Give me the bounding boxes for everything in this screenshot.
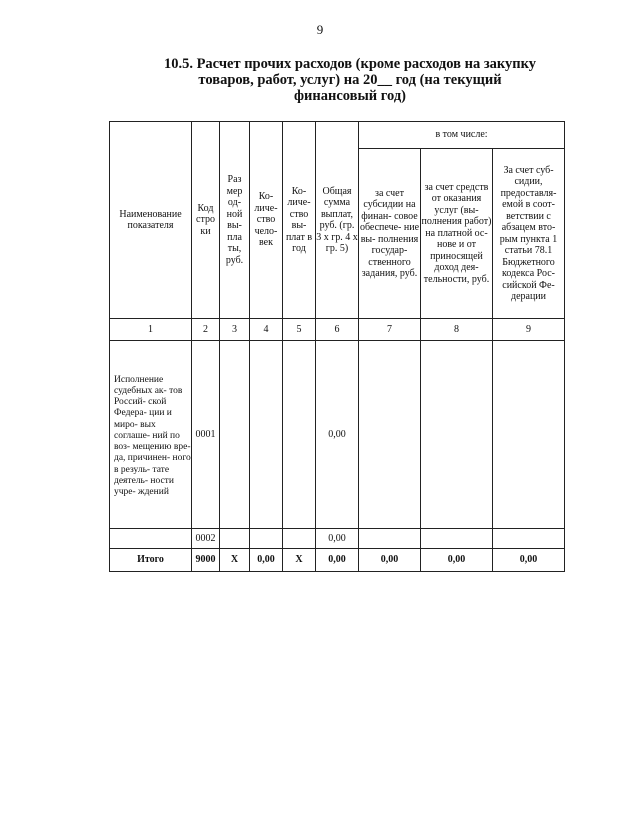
header-state-subsidy: за счет субсидии на финан- совое обеспече- ние вы- полнения государ- ственного задания, руб. [359,149,421,319]
total-paid-services: 0,00 [421,549,493,572]
header-row-code: Код стро ки [192,122,220,319]
header-paid-services: за счет средств от оказания услуг (вы- полнения работ) на платной ос- нове и от приносящей доход дея- тельности, руб. [421,149,493,319]
column-number: 2 [192,319,220,341]
header-other-subsidy: За счет суб- сидии, предоставля- емой в соот- ветствии с абзацем вто- рым пункта 1 статьи 78.1 Бюджетного кодекса Рос- сийской Фе- дерации [493,149,565,319]
row-payment-size [220,529,250,549]
column-number: 8 [421,319,493,341]
section-title-line-3: финансовый год) [293,88,407,104]
row-code: 0002 [192,529,220,549]
total-row [110,549,565,572]
section-title-line-1: 10.5. Расчет прочих расходов (кроме расходов на закупку [163,56,537,72]
total-total-payments: 0,00 [316,549,359,572]
table-row [110,341,565,529]
row-payment-size [220,341,250,529]
total-label: Итого [110,549,192,572]
row-indicator-name: Исполнение судебных ак- тов Россий- ской Федера- ции и миро- вых соглаше- ний по воз- мещению вре- да, причинен- ного в резуль- тате деятель- ности учре- ждений [110,341,192,529]
row-code: 0001 [192,341,220,529]
section-title-line-2: товаров, работ, услуг) на 20__ год (на текущий [198,72,502,88]
column-number: 5 [283,319,316,341]
total-state-subsidy: 0,00 [359,549,421,572]
row-indicator-name [110,529,192,549]
header-total-payments: Общая сумма выплат, руб. (гр. 3 х гр. 4 х гр. 5) [316,122,359,319]
column-number: 7 [359,319,421,341]
row-person-count [250,529,283,549]
column-number: 4 [250,319,283,341]
total-payment-size: X [220,549,250,572]
row-total-payments: 0,00 [316,529,359,549]
total-code: 9000 [192,549,220,572]
total-payments-per-year: X [283,549,316,572]
column-number: 6 [316,319,359,341]
row-paid-services [421,341,493,529]
page-number: 9 [316,22,324,37]
total-other-subsidy: 0,00 [493,549,565,572]
row-other-subsidy [493,529,565,549]
other-expenses-table [109,121,565,572]
row-total-payments: 0,00 [316,341,359,529]
row-state-subsidy [359,341,421,529]
header-indicator-name: Наименование показателя [110,122,192,319]
column-number: 3 [220,319,250,341]
row-paid-services [421,529,493,549]
section-title [150,56,550,104]
row-other-subsidy [493,341,565,529]
row-payments-per-year [283,341,316,529]
row-person-count [250,341,283,529]
header-person-count: Ко- личе- ство чело- век [250,122,283,319]
table-row [110,529,565,549]
header-payment-size: Раз мер од- ной вы- пла ты, руб. [220,122,250,319]
header-group-including: в том числе: [359,122,565,149]
header-payments-per-year: Ко- личе- ство вы- плат в год [283,122,316,319]
column-numbers-row [110,319,565,341]
column-number: 9 [493,319,565,341]
total-person-count: 0,00 [250,549,283,572]
row-state-subsidy [359,529,421,549]
row-payments-per-year [283,529,316,549]
column-number: 1 [110,319,192,341]
